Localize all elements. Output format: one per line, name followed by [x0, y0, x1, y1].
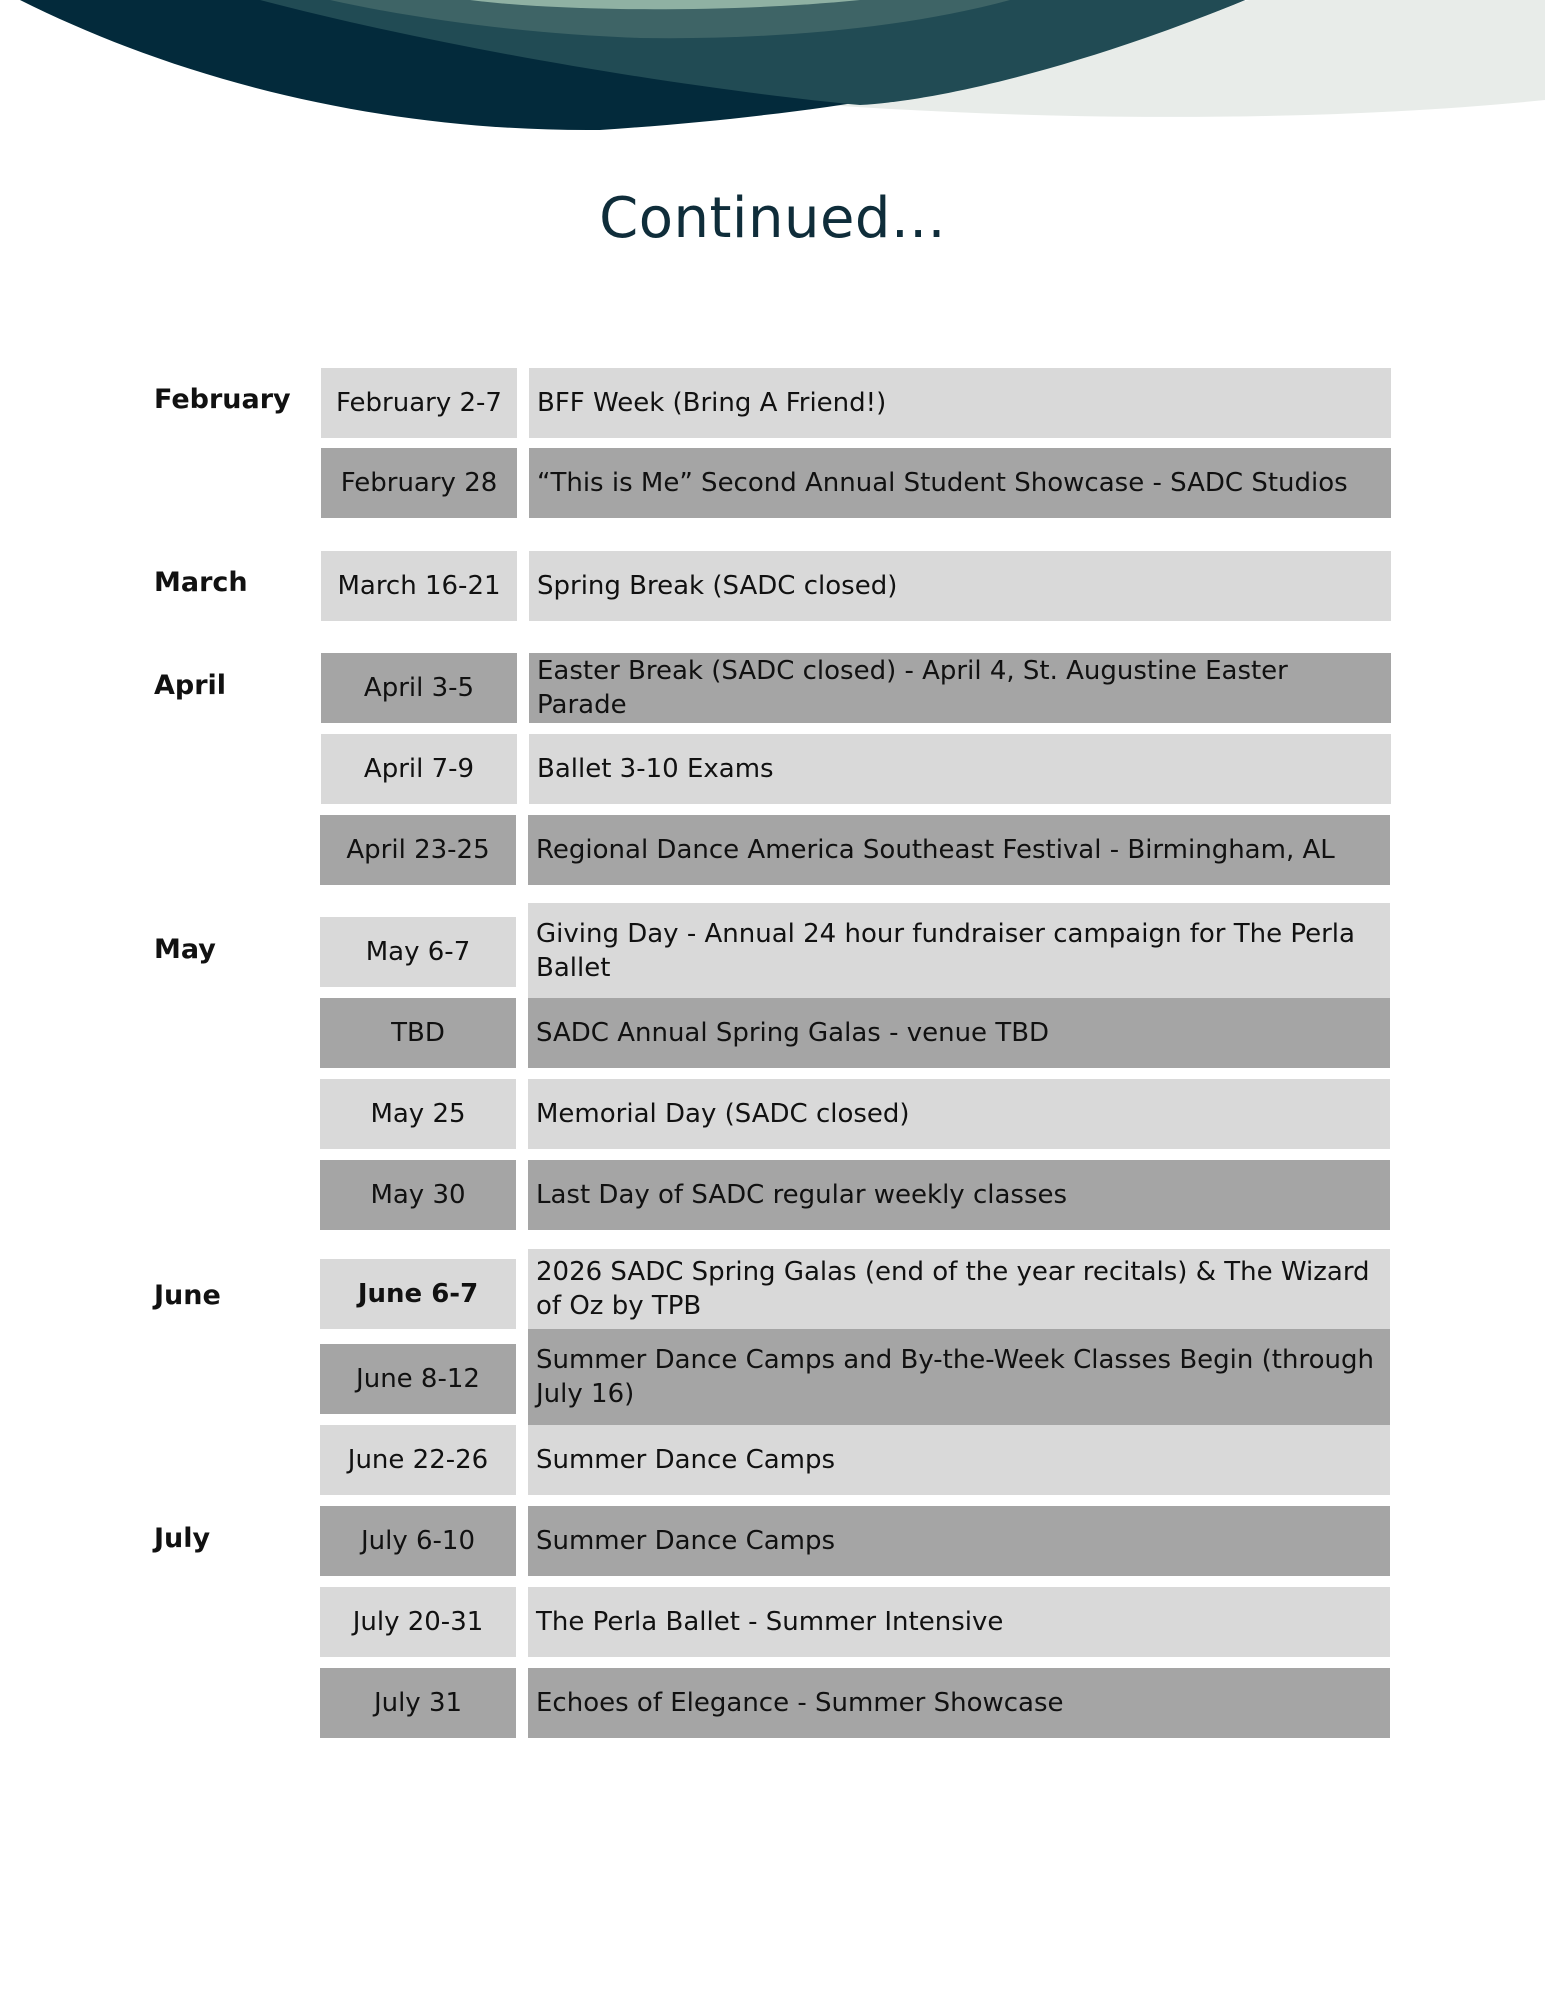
event-description: Summer Dance Camps and By-the-Week Classes Begin (through July 16): [528, 1329, 1390, 1425]
event-date: July 20-31: [320, 1587, 516, 1657]
event-date: June 8-12: [320, 1344, 516, 1414]
month-label-february: February: [154, 384, 291, 415]
event-description: Easter Break (SADC closed) - April 4, St. Augustine Easter Parade: [529, 653, 1391, 723]
event-date: July 6-10: [320, 1506, 516, 1576]
event-date: July 31: [320, 1668, 516, 1738]
event-date: May 25: [320, 1079, 516, 1149]
month-label-june: June: [154, 1280, 221, 1311]
event-description: Echoes of Elegance - Summer Showcase: [528, 1668, 1390, 1738]
month-label-july: July: [154, 1523, 211, 1554]
event-description: Ballet 3-10 Exams: [529, 734, 1391, 804]
event-date: April 23-25: [320, 815, 516, 885]
page-title: Continued...: [599, 186, 946, 251]
header-wave-decoration: [0, 0, 1545, 140]
event-description: Last Day of SADC regular weekly classes: [528, 1160, 1390, 1230]
event-date: March 16-21: [321, 551, 517, 621]
event-date: TBD: [320, 998, 516, 1068]
event-description: BFF Week (Bring A Friend!): [529, 368, 1391, 438]
event-description: Memorial Day (SADC closed): [528, 1079, 1390, 1149]
event-description: “This is Me” Second Annual Student Showcase - SADC Studios: [529, 448, 1391, 518]
event-description: The Perla Ballet - Summer Intensive: [528, 1587, 1390, 1657]
event-description: Giving Day - Annual 24 hour fundraiser campaign for The Perla Ballet: [528, 903, 1390, 999]
month-label-april: April: [154, 670, 227, 701]
month-label-march: March: [154, 567, 248, 598]
event-date: February 2-7: [321, 368, 517, 438]
event-description: Summer Dance Camps: [528, 1425, 1390, 1495]
event-date: June 22-26: [320, 1425, 516, 1495]
event-description: Summer Dance Camps: [528, 1506, 1390, 1576]
event-date: May 6-7: [320, 917, 516, 987]
event-description: SADC Annual Spring Galas - venue TBD: [528, 998, 1390, 1068]
event-description: Spring Break (SADC closed): [529, 551, 1391, 621]
event-date: February 28: [321, 448, 517, 518]
event-date: June 6-7: [320, 1259, 516, 1329]
event-description: 2026 SADC Spring Galas (end of the year recitals) & The Wizard of Oz by TPB: [528, 1249, 1390, 1329]
event-date: April 3-5: [321, 653, 517, 723]
event-date: April 7-9: [321, 734, 517, 804]
event-description: Regional Dance America Southeast Festival - Birmingham, AL: [528, 815, 1390, 885]
month-label-may: May: [154, 934, 216, 965]
event-date: May 30: [320, 1160, 516, 1230]
